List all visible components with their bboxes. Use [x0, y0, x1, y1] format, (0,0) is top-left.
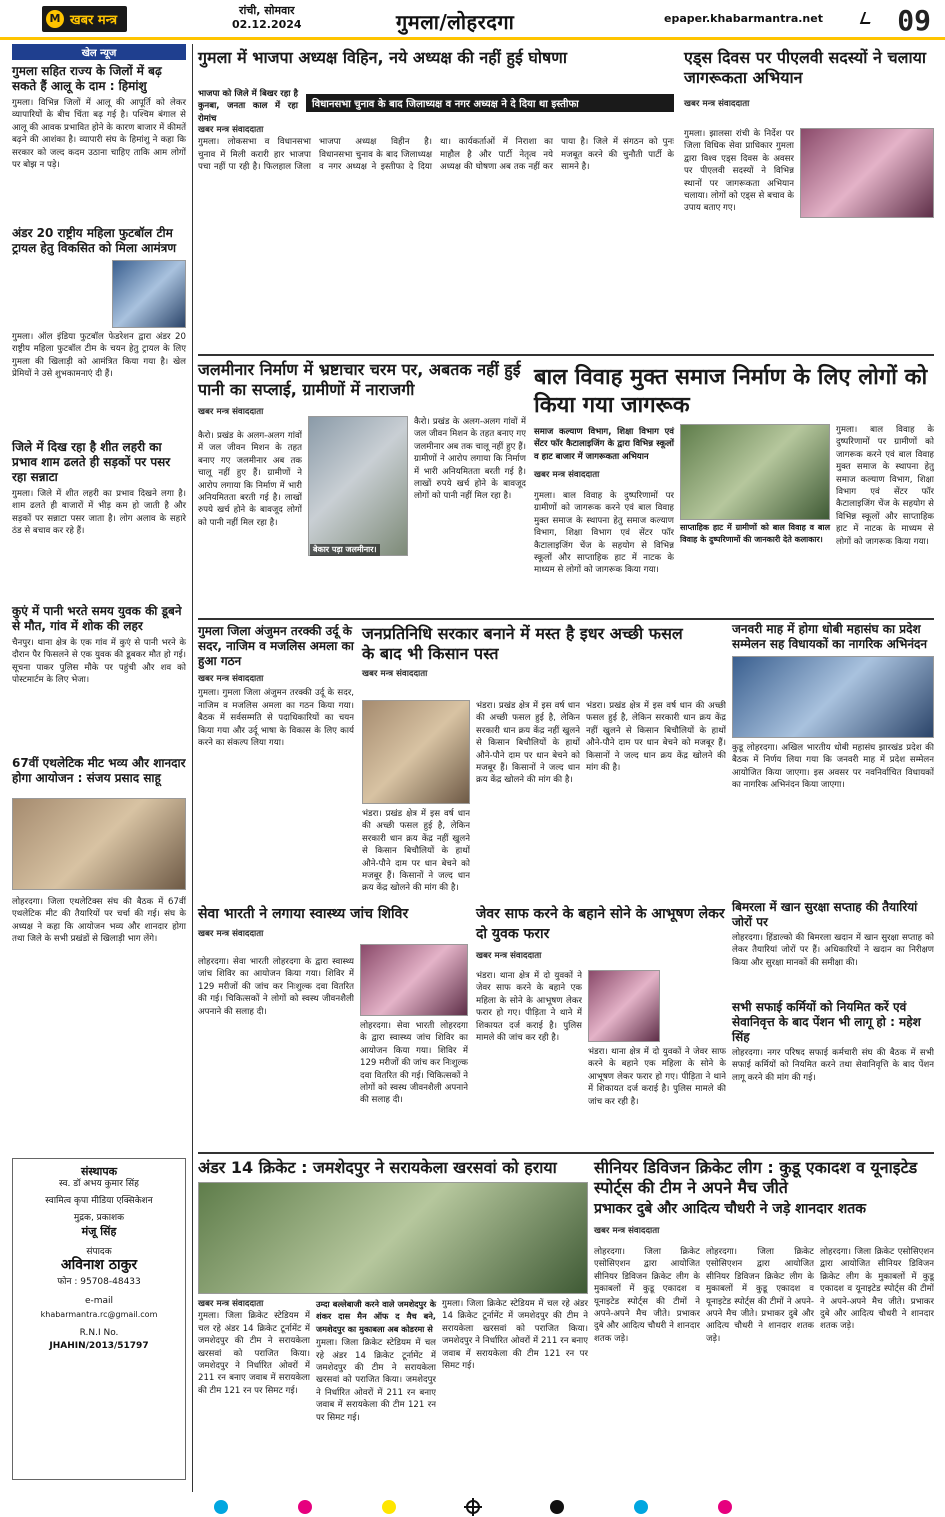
- article-well-drowning: [12, 604, 186, 687]
- brand-name: खबर मन्त्र: [70, 12, 118, 28]
- aids-photo: [800, 128, 934, 218]
- body: गुमला। लोकसभा व विधानसभा चुनाव में मिली करारी हार भाजपा पचा नहीं पा रही है। फिलहाल जिला भाजपा अध्यक्ष विहीन है। विधानसभा चुनाव के बाद जिलाध्यक्ष व नगर अध्यक्ष ने इस्तीफा दे दिया था। कार्यकर्ताओं में निराशा का माहौल है और पार्टी नेतृत्व नये अध्यक्ष की घोषणा अब तक नहीं कर पाया है। जिले में संगठन को पुनः मजबूत करने की चुनौती पार्टी के सामने है।: [198, 137, 674, 173]
- article-farmers: [362, 624, 692, 680]
- article-sanitation-workers: [732, 1000, 934, 1147]
- athletic-meet-photo: [12, 798, 186, 890]
- article-anjuman: [198, 624, 354, 837]
- crosshair-icon: [466, 1500, 480, 1514]
- site-link[interactable]: epaper.khabarmantra.net: [664, 12, 823, 25]
- sports-news-label: खेल न्यूज: [12, 44, 186, 60]
- water-tower-caption: बेकार पड़ा जलमीनार।: [310, 544, 380, 556]
- dateline: खबर मन्त्र संवाददाता: [198, 929, 264, 939]
- aids-body-left: [684, 128, 794, 338]
- section-title: गुमला/लोहरदगा: [396, 10, 515, 34]
- jewellery-body-2: [588, 1046, 726, 1146]
- dateline: खबर मन्त्र संवाददाता: [594, 1226, 660, 1236]
- body: गुमला। झालसा रांची के निर्देश पर जिला विधिक सेवा प्राधिकार गुमला द्वारा विश्व एड्स दिवस के अवसर पर पीएलवी सदस्यों ने विभिन्न स्थानों पर जागरूकता अभियान चलाया। लोगों को एड्स से बचाव के उपाय बताए गए।: [684, 129, 794, 214]
- article-football: [12, 226, 186, 381]
- subheadline: भाजपा को जिले में बिखर रहा है कुनबा, जनता काल में रहा रोमांच: [198, 89, 298, 124]
- dateline: खबर मन्त्र संवाददाता: [198, 407, 264, 417]
- cursor-icon: [860, 12, 874, 24]
- body: गुमला। गुमला जिला अंजुमन तरक्की उर्दू के सदर, नाजिम व मजलिस अमला का गठन किया गया। बैठक में सर्वसम्मति से पदाधिकारियों का चयन किया गया और उर्दू भाषा के विकास के लिए कार्य करने का संकल्प लिया गया।: [198, 688, 354, 749]
- health-camp-body: [198, 956, 354, 1146]
- dateline: खबर मन्त्र संवाददाता: [684, 99, 750, 109]
- dateline: खबर मन्त्र संवाददाता: [198, 674, 264, 684]
- founder: स्व. डॉ अभय कुमार सिंह: [59, 1179, 139, 1189]
- child-marriage-body: [534, 490, 674, 610]
- cyan-mark-icon: [214, 1500, 228, 1514]
- subheadline: विधानसभा चुनाव के बाद जिलाध्यक्ष व नगर अध्यक्ष ने दे दिया था इस्तीफा: [312, 99, 579, 110]
- email[interactable]: khabarmantra.rc@gmail.com: [40, 1310, 158, 1319]
- farmers-photo: [362, 700, 470, 804]
- body: कुडू लोहरदगा। अखिल भारतीय धोबी महासंघ झारखंड प्रदेश की बैठक में निर्णय लिया गया कि जनवरी माह में प्रदेश सम्मेलन आयोजित किया जाएगा। इस अवसर पर नवनिर्वाचित विधायकों का नागरिक अभिनंदन किया जाएगा।: [732, 743, 934, 791]
- section-rule: [198, 354, 934, 356]
- senior-body-2: [706, 1246, 814, 1486]
- section-rule: [198, 618, 934, 620]
- article-potato: [12, 64, 186, 171]
- child-marriage-caption: साप्ताहिक हाट में ग्रामीणों को बाल विवाह व बाल विवाह के दुष्परिणामों की जानकारी देते कलाकार।: [680, 523, 830, 545]
- imprint-label: संस्थापक: [80, 1165, 118, 1178]
- body: भंडरा। प्रखंड क्षेत्र में इस वर्ष धान की अच्छी फसल हुई है, लेकिन सरकारी धान क्रय केंद्र नहीं खुलने से किसान बिचौलियों के हाथों औने-पौने दाम पर धान बेचने को मजबूर हैं। किसानों ने जल्द धान क्रय केंद्र खोलने की मांग की है।: [476, 701, 580, 786]
- headline: सेवा भारती ने लगाया स्वास्थ्य जांच शिविर: [198, 906, 409, 922]
- headline: सभी सफाई कर्मियों को नियमित करें एवं सेवानिवृत्त के बाद पेंशन भी लागू हो : महेश सिंह: [732, 1000, 921, 1044]
- issue-date: 02.12.2024: [232, 18, 302, 31]
- body: गुमला। जिले में शीत लहरी का प्रभाव दिखने लगा है। शाम ढलते ही बाजारों में भीड़ कम हो जाती है और सड़कों पर सन्नाटा पसर जाता है। लोग अलाव के सहारे ठंड से बचाव कर रहे हैं।: [12, 489, 186, 537]
- jewellery-photo: [588, 970, 660, 1042]
- body: भंडरा। थाना क्षेत्र में दो युवकों ने जेवर साफ करने के बहाने एक महिला के सोने के आभूषण लेकर फरार हो गए। पीड़िता ने थाने में शिकायत दर्ज कराई है। पुलिस मामले की जांच कर रही है।: [588, 1047, 726, 1107]
- body: गुमला। ऑल इंडिया फुटबॉल फेडरेशन द्वारा अंडर 20 राष्ट्रीय महिला फुटबॉल टीम के चयन हेतु ट्रायल के लिए गुमला की खिलाड़ी को आमंत्रित किया गया है। खेल प्रेमियों ने उसे शुभकामनाएं दी हैं।: [12, 332, 186, 380]
- article-u14-cricket: [198, 1158, 588, 1178]
- body: भंडरा। प्रखंड क्षेत्र में इस वर्ष धान की अच्छी फसल हुई है, लेकिन सरकारी धान क्रय केंद्र नहीं खुलने से किसान बिचौलियों के हाथों औने-पौने दाम पर धान बेचने को मजबूर हैं। किसानों ने जल्द धान क्रय केंद्र खोलने की मांग की है।: [586, 701, 726, 774]
- headline: जनप्रतिनिधि सरकार बनाने में मस्त है इधर अच्छी फसल के बाद भी किसान पस्त: [362, 624, 683, 663]
- jewellery-body: [476, 970, 582, 1146]
- body: गुमला। जिला क्रिकेट स्टेडियम में चल रहे अंडर 14 क्रिकेट टूर्नामेंट में जमशेदपुर की टीम ने सरायकेला खरसवां को पराजित किया। जमशेदपुर ने निर्धारित ओवरों में 211 रन बनाए जवाब में सरायकेला की टीम 121 रन पर सिमट गई।: [442, 1299, 588, 1372]
- dhobi-body: [732, 742, 934, 892]
- dateline: खबर मन्त्र संवाददाता: [476, 951, 542, 961]
- headline: जलमीनार निर्माण में भ्रष्टाचार चरम पर, अबतक नहीं हुई पानी का सप्लाई, ग्रामीणों में नाराजगी: [198, 360, 521, 399]
- headline: सीनियर डिविजन क्रिकेट लीग : कुडू एकादश व यूनाइटेड स्पोर्ट्स की टीम ने अपने मैच जीते: [594, 1158, 918, 1197]
- article-dhobi: [732, 622, 934, 652]
- body: भंडरा। प्रखंड क्षेत्र में इस वर्ष धान की अच्छी फसल हुई है, लेकिन सरकारी धान क्रय केंद्र नहीं खुलने से किसान बिचौलियों के हाथों औने-पौने दाम पर धान बेचने को मजबूर हैं। किसानों ने जल्द धान क्रय केंद्र खोलने की मांग की है।: [362, 809, 470, 894]
- editor-label: संपादक: [86, 1247, 112, 1257]
- water-tower-photo: [308, 416, 408, 556]
- subheadline: समाज कल्याण विभाग, शिक्षा विभाग एवं सेंटर फॉर कैटालाइजिंग के द्वारा विभिन्न स्कूलों व हाट बाजार में जागरूकता अभियान: [534, 427, 674, 462]
- body: लोहरदगा। जिला क्रिकेट एसोसिएशन द्वारा आयोजित सीनियर डिविजन क्रिकेट लीग के मुकाबलों में कुडू एकादश व यूनाइटेड स्पोर्ट्स की टीमों ने अपने-अपने मैच जीते। प्रभाकर दुबे और आदित्य चौधरी ने शानदार शतक जड़े।: [594, 1247, 700, 1344]
- headline: बिमरला में खान सुरक्षा सप्ताह की तैयारियां जोरों पर: [732, 900, 918, 929]
- headline: एड्स दिवस पर पीएलवी सदस्यों ने चलाया जागरूकता अभियान: [684, 48, 927, 87]
- headline: गुमला में भाजपा अध्यक्ष विहिन, नये अध्यक्ष की नहीं हुई घोषणा: [198, 48, 567, 67]
- dateline: खबर मन्त्र संवाददाता: [198, 1299, 264, 1309]
- bjp-sub1: [198, 88, 298, 125]
- rni-label: R.N.I No.: [79, 1328, 119, 1338]
- magenta-mark-icon: [718, 1500, 732, 1514]
- body: गुमला। विभिन्न जिलों में आलू की आपूर्ति को लेकर व्यापारियों के बीच चिंता बढ़ गई है। पश्चिम बंगाल से आलू की आवक प्रभावित होने के कारण बाजार में कीमतें बढ़ने की आशंका है। व्यापारी संघ के हिमांशु ने कहा कि सरकार को जल्द कदम उठाना चाहिए ताकि आम लोगों पर बोझ न पड़े।: [12, 98, 186, 171]
- registration-marks: [0, 1496, 945, 1517]
- magenta-mark-icon: [298, 1500, 312, 1514]
- page-number: 09: [897, 4, 931, 37]
- article-aids: [684, 48, 934, 110]
- body: गुमला। बाल विवाह के दुष्परिणामों पर ग्रामीणों को जागरूक करने एवं बाल विवाह मुक्त समाज के स्थापना हेतु समाज कल्याण विभाग, शिक्षा विभाग एवं सेंटर फॉर कैटालाइजिंग चेंज के सहयोग से विभिन्न स्कूलों और साप्ताहिक हाट में नाटक के माध्यम से लोगों को जागरूक किया गया।: [534, 491, 674, 576]
- dateline: खबर मन्त्र संवाददाता: [198, 125, 264, 135]
- u14-dateline: [198, 1298, 310, 1480]
- article-cold-wave: [12, 440, 186, 538]
- article-senior-cricket: [594, 1158, 934, 1237]
- football-player-photo: [112, 260, 186, 328]
- body: गुमला। जिला क्रिकेट स्टेडियम में चल रहे अंडर 14 क्रिकेट टूर्नामेंट में जमशेदपुर की टीम ने सरायकेला खरसवां को पराजित किया। जमशेदपुर ने निर्धारित ओवरों में 211 रन बनाए जवाब में सरायकेला की टीम 121 रन पर सिमट गई।: [198, 1311, 310, 1396]
- publisher: मंजू सिंह: [81, 1225, 117, 1238]
- email-label: e-mail: [84, 1296, 114, 1306]
- body: लोहरदगा। जिला एथलेटिक्स संघ की बैठक में 67वीं एथलेटिक मीट की तैयारियों पर चर्चा की गई। संघ के अध्यक्ष ने कहा कि आयोजन भव्य और शानदार होगा तथा जिले के सभी प्रखंडों से खिलाड़ी भाग लेंगे।: [12, 897, 186, 945]
- health-camp-body-2: [360, 1020, 468, 1146]
- health-camp-photo: [360, 944, 468, 1016]
- u14-sub: [316, 1298, 436, 1457]
- athletic-meet-body: [12, 896, 186, 946]
- body: गुमला। बाल विवाह के दुष्परिणामों पर ग्रामीणों को जागरूक करने एवं बाल विवाह मुक्त समाज के स्थापना हेतु समाज कल्याण विभाग, शिक्षा विभाग एवं सेंटर फॉर कैटालाइजिंग चेंज के सहयोग से विभिन्न स्कूलों और साप्ताहिक हाट में नाटक के माध्यम से लोगों को जागरूक किया गया।: [836, 425, 934, 547]
- water-tower-body: [198, 430, 302, 610]
- water-tower-body-2: [414, 416, 526, 612]
- body: लोहरदगा। सेवा भारती लोहरदगा के द्वारा स्वास्थ्य जांच शिविर का आयोजन किया गया। शिविर में 129 मरीजों की जांच कर निःशुल्क दवा वितरित की गई। चिकित्सकों ने लोगों को स्वस्थ जीवनशैली अपनाने की सलाह दी।: [360, 1021, 468, 1106]
- imprint-box: [12, 1158, 186, 1480]
- u14-team-photo: [198, 1182, 588, 1294]
- dateline: खबर मन्त्र संवाददाता: [534, 470, 600, 481]
- brand-logo[interactable]: [42, 6, 127, 32]
- bjp-body: [198, 124, 674, 356]
- phone: फोन : 95708-48433: [57, 1277, 141, 1287]
- section-rule: [198, 1152, 934, 1154]
- body: भंडरा। थाना क्षेत्र में दो युवकों ने जेवर साफ करने के बहाने एक महिला के सोने के आभूषण लेकर फरार हो गए। पीड़िता ने थाने में शिकायत दर्ज कराई है। पुलिस मामले की जांच कर रही है।: [476, 971, 582, 1044]
- headline: गुमला सहित राज्य के जिलों में बढ़ सकते हैं आलू के दाम : हिमांशु: [12, 64, 162, 93]
- black-mark-icon: [550, 1500, 564, 1514]
- child-marriage-photo: [680, 424, 830, 520]
- article-water-tower: [198, 360, 528, 418]
- article-jewellery-theft: [476, 904, 726, 962]
- dateline: [232, 4, 302, 32]
- headline: 67वीं एथलेटिक मीट भव्य और शानदार होगा आयोजन : संजय प्रसाद साहू: [12, 756, 186, 785]
- article-bjp: [198, 48, 674, 68]
- article-child-marriage: [534, 364, 934, 420]
- rni-number: JHAHIN/2013/51797: [49, 1341, 149, 1351]
- masthead: [0, 0, 945, 40]
- dateline: खबर मन्त्र संवाददाता: [362, 669, 428, 679]
- article-athletic-meet: [12, 756, 186, 786]
- owner: स्वामित्व कृपा मीडिया एक्सिकेशन: [45, 1196, 153, 1206]
- headline: जिले में दिख रहा है शीत लहरी का प्रभाव शाम ढलते ही सड़कों पर पसर रहा सन्नाटा: [12, 440, 171, 484]
- body: लोहरदगा। जिला क्रिकेट एसोसिएशन द्वारा आयोजित सीनियर डिविजन क्रिकेट लीग के मुकाबलों में कुडू एकादश व यूनाइटेड स्पोर्ट्स की टीमों ने अपने-अपने मैच जीते। प्रभाकर दुबे और आदित्य चौधरी ने शानदार शतक जड़े।: [706, 1247, 814, 1344]
- headline: बाल विवाह मुक्त समाज निर्माण के लिए लोगों को किया गया जागरूक: [534, 365, 928, 418]
- body: चैनपुर। थाना क्षेत्र के एक गांव में कुएं से पानी भरने के दौरान पैर फिसलने से एक युवक की डूबकर मौत हो गई। सूचना पाकर पुलिस मौके पर पहुंची और शव को पोस्टमार्टम के लिए भेजा।: [12, 638, 186, 686]
- bjp-sub2: [306, 94, 674, 112]
- farmers-body-2: [586, 700, 726, 896]
- senior-body-3: [820, 1246, 934, 1486]
- u14-body-3: [442, 1298, 588, 1488]
- yellow-mark-icon: [382, 1500, 396, 1514]
- column-divider: [192, 44, 193, 1492]
- cyan-mark-icon: [634, 1500, 648, 1514]
- brand-icon: M: [46, 10, 64, 28]
- city-day: रांची, सोमवार: [239, 4, 295, 17]
- headline: जनवरी माह में होगा धोबी महासंघ का प्रदेश सम्मेलन सह विधायकों का नागरिक अभिनंदन: [732, 622, 928, 651]
- body: लोहरदगा। नगर परिषद सफाई कर्मचारी संघ की बैठक में सभी सफाई कर्मियों को नियमित करने तथा सेवानिवृत्ति के बाद पेंशन लागू करने की मांग की गई।: [732, 1048, 934, 1083]
- dhobi-photo: [732, 656, 934, 738]
- child-marriage-sub: [534, 426, 674, 482]
- subheadline: उम्दा बल्लेबाजी करने वाले जमशेदपुर के शंकर दास मैन ऑफ द मैच बने, जमशेदपुर का मुकाबला अब कोडरमा से: [316, 1299, 436, 1334]
- article-health-camp: [198, 904, 468, 940]
- headline: गुमला जिला अंजुमन तरक्की उर्दू के सदर, नाजिम व मजलिस अमला का हुआ गठन: [198, 624, 354, 668]
- child-marriage-body-2: [836, 424, 934, 614]
- senior-body-1: [594, 1246, 700, 1486]
- farmers-body: [476, 700, 580, 896]
- body: लोहरदगा। हिंडाल्को की बिमरला खदान में खान सुरक्षा सप्ताह को लेकर तैयारियां जोरों पर हैं। अधिकारियों ने खदान का निरीक्षण किया और सुरक्षा मानकों की समीक्षा की।: [732, 933, 934, 968]
- body: कैरो। प्रखंड के अलग-अलग गांवों में जल जीवन मिशन के तहत बनाए गए जलमीनार अब तक चालू नहीं हुए हैं। ग्रामीणों ने आरोप लगाया कि निर्माण में भारी अनियमितता बरती गई है। लाखों रुपये खर्च होने के बावजूद लोगों को पानी नहीं मिल रहा है।: [414, 417, 526, 502]
- headline: कुएं में पानी भरते समय युवक की डूबने से मौत, गांव में शोक की लहर: [12, 604, 182, 633]
- subheadline: प्रभाकर दुबे और आदित्य चौधरी ने जड़े शानदार शतक: [594, 1201, 867, 1217]
- headline: जेवर साफ करने के बहाने सोने के आभूषण लेकर दो युवक फरार: [476, 906, 725, 942]
- headline: अंडर 20 राष्ट्रीय महिला फुटबॉल टीम ट्रायल हेतु विकसित को मिला आमंत्रण: [12, 226, 177, 255]
- body: लोहरदगा। जिला क्रिकेट एसोसिएशन द्वारा आयोजित सीनियर डिविजन क्रिकेट लीग के मुकाबलों में कुडू एकादश व यूनाइटेड स्पोर्ट्स की टीमों ने अपने-अपने मैच जीते। प्रभाकर दुबे और आदित्य चौधरी ने शानदार शतक जड़े।: [820, 1247, 934, 1332]
- article-mine-safety: [732, 900, 934, 1002]
- body: कैरो। प्रखंड के अलग-अलग गांवों में जल जीवन मिशन के तहत बनाए गए जलमीनार अब तक चालू नहीं हुए हैं। ग्रामीणों ने आरोप लगाया कि निर्माण में भारी अनियमितता बरती गई है। लाखों रुपये खर्च होने के बावजूद लोगों को पानी नहीं मिल रहा है।: [198, 431, 302, 528]
- headline: अंडर 14 क्रिकेट : जमशेदपुर ने सरायकेला खरसवां को हराया: [198, 1158, 557, 1177]
- body: गुमला। जिला क्रिकेट स्टेडियम में चल रहे अंडर 14 क्रिकेट टूर्नामेंट में जमशेदपुर की टीम ने सरायकेला खरसवां को पराजित किया। जमशेदपुर ने निर्धारित ओवरों में 211 रन बनाए जवाब में सरायकेला की टीम 121 रन पर सिमट गई।: [316, 1338, 436, 1423]
- publisher-label: मुद्रक, प्रकाशक: [73, 1213, 125, 1223]
- body: लोहरदगा। सेवा भारती लोहरदगा के द्वारा स्वास्थ्य जांच शिविर का आयोजन किया गया। शिविर में 129 मरीजों की जांच कर निःशुल्क दवा वितरित की गई। चिकित्सकों ने लोगों को स्वस्थ जीवनशैली अपनाने की सलाह दी।: [198, 957, 354, 1017]
- farmers-body-3: [362, 808, 470, 898]
- editor: अविनाश ठाकुर: [60, 1257, 138, 1273]
